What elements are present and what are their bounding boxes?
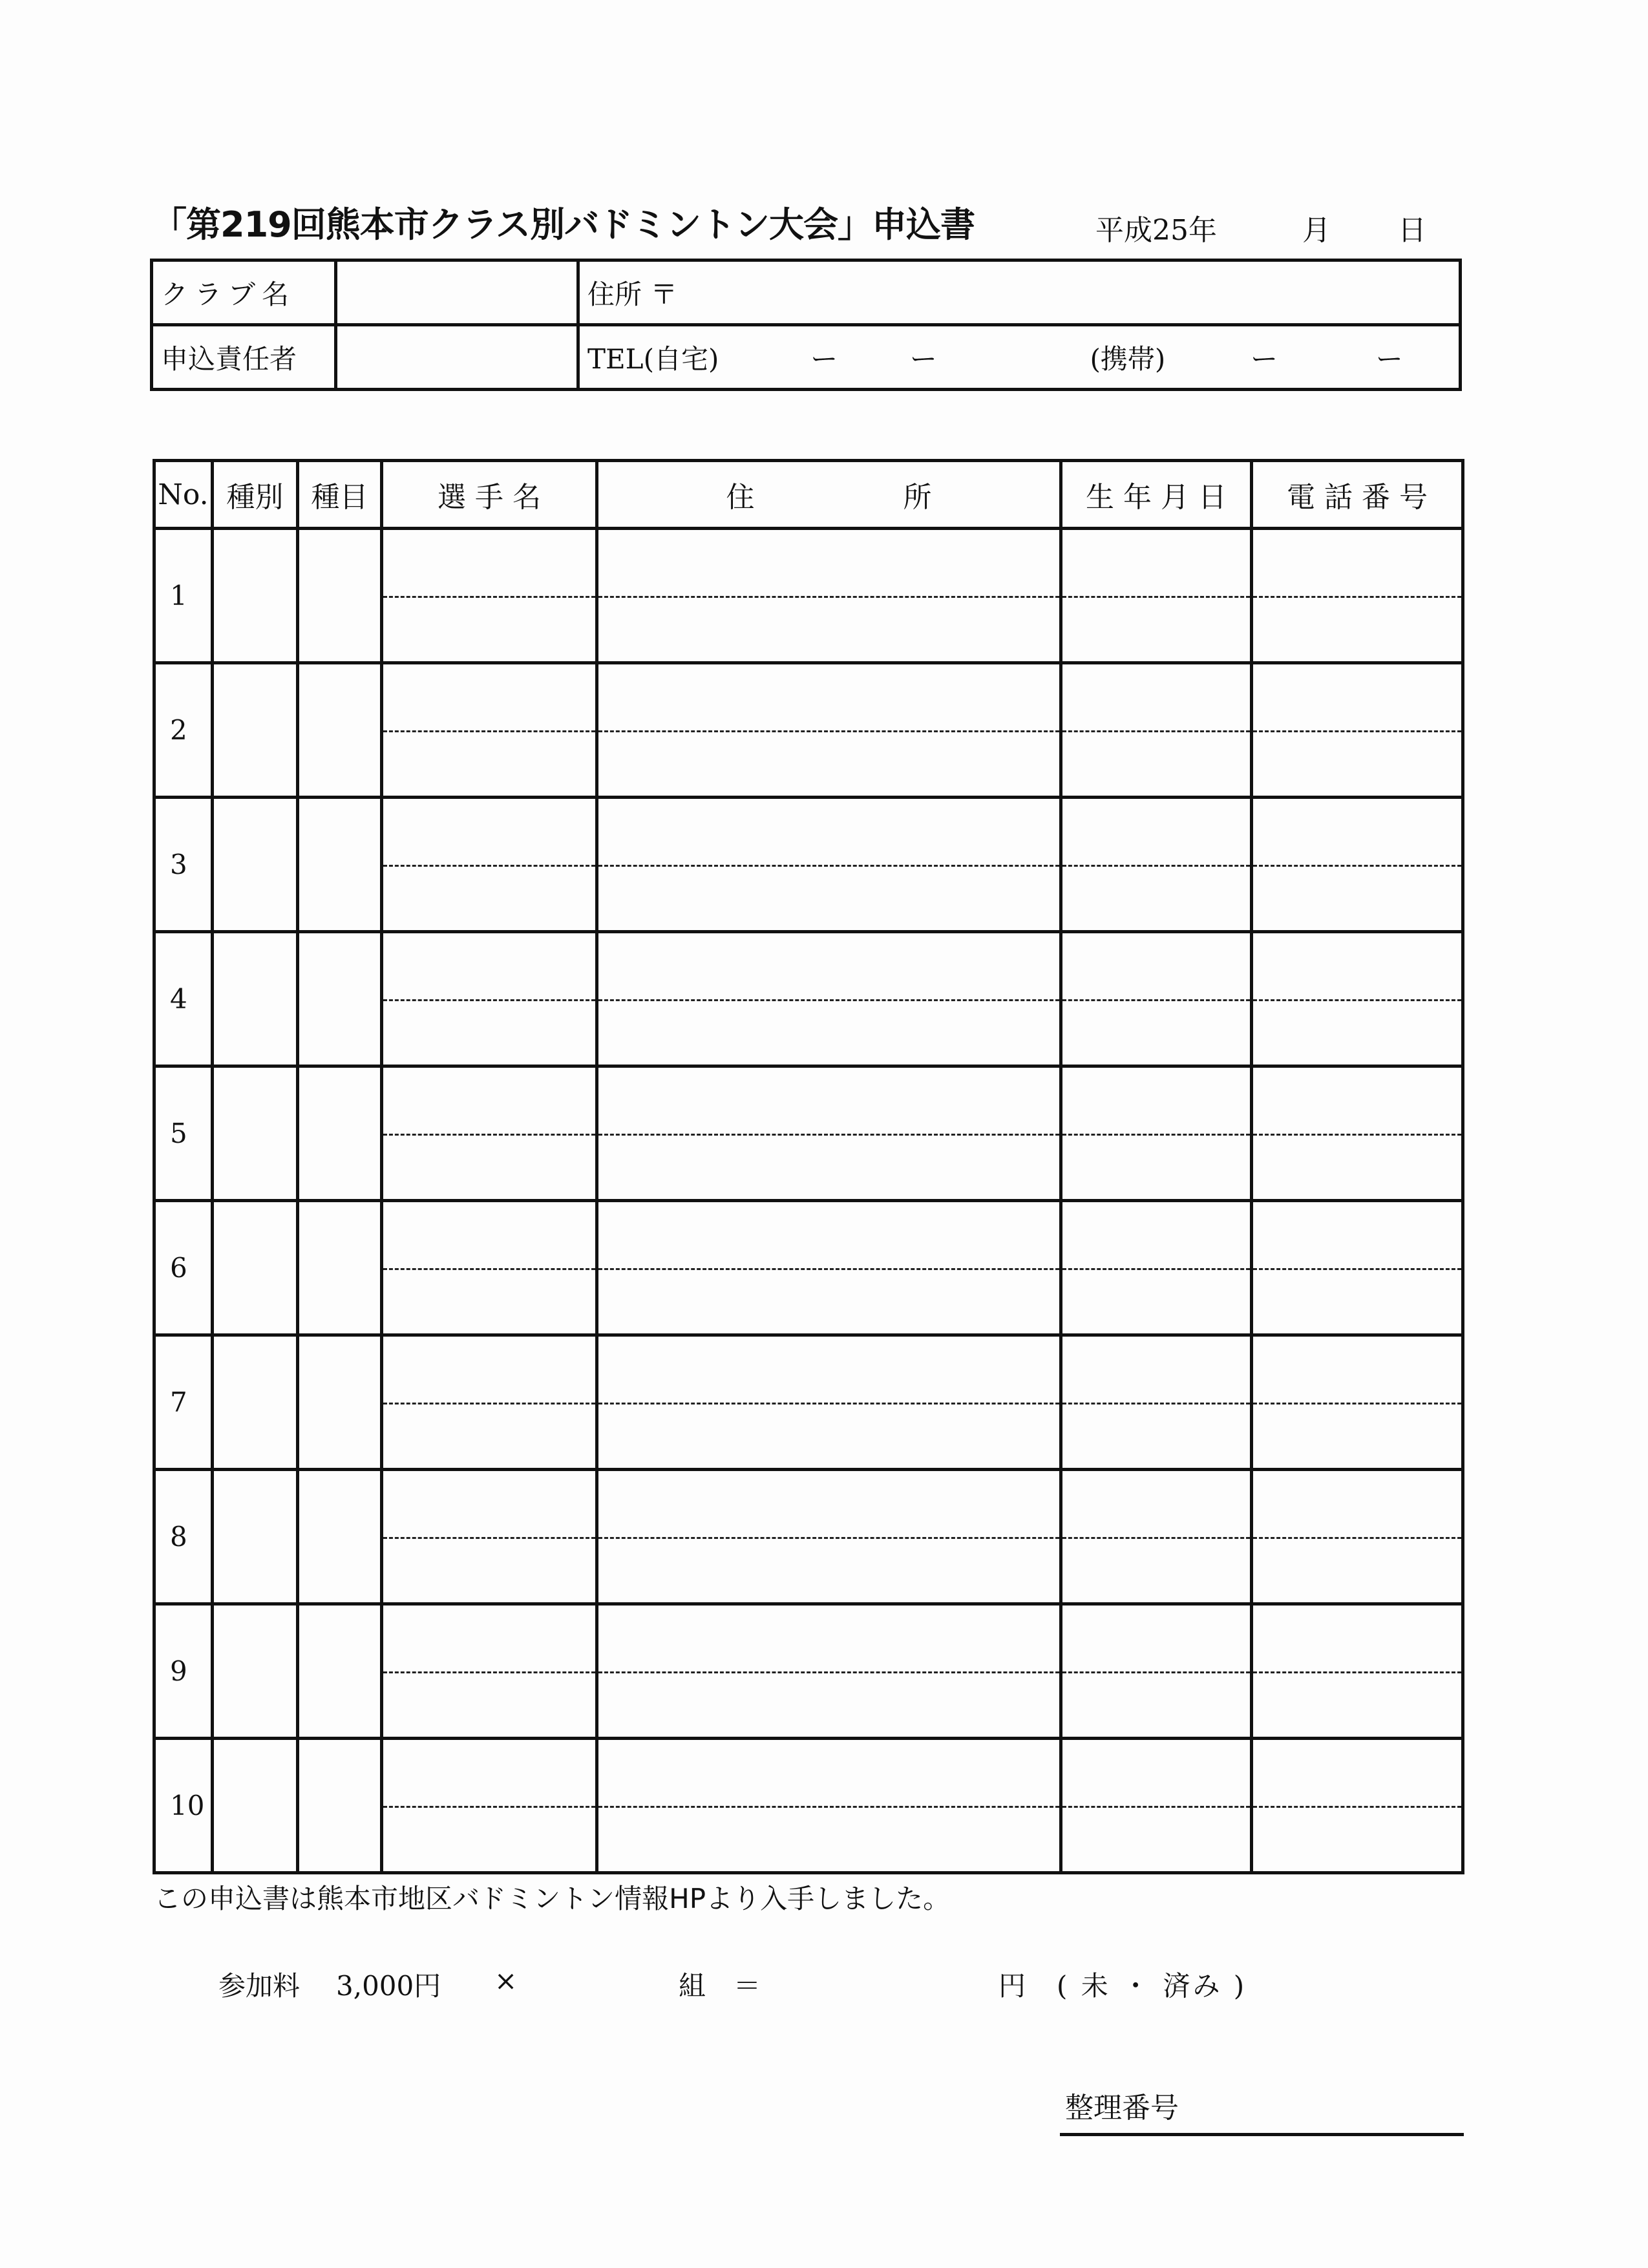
manager-label: 申込責任者 [152,325,336,390]
header-no: No. [154,461,213,529]
date-era: 平成25年 [1095,214,1217,247]
row-number: 5 [154,1066,213,1201]
row-number: 6 [154,1201,213,1335]
address-cell[interactable] [597,1201,1061,1335]
tel-home-label: TEL(自宅) [587,343,719,375]
source-note: この申込書は熊本市地区バドミントン情報HPより入手しました。 [154,1883,951,1914]
player-name-cell[interactable] [382,1739,597,1873]
address-cell[interactable] [597,1604,1061,1739]
dashed-divider [1062,1202,1250,1333]
birthdate-cell[interactable] [1061,1739,1252,1873]
player-name-cell[interactable] [382,1066,597,1201]
category-cell[interactable] [213,529,298,663]
dashed-divider [1062,530,1250,661]
payment-status: ( 未 ・ 済み ) [1057,1970,1247,2002]
event-cell[interactable] [298,1604,382,1739]
dashed-divider [598,1740,1059,1871]
address-cell[interactable] [597,1335,1061,1470]
form-title: 「第219回熊本市クラス別バドミントン大会」申込書 [152,204,975,245]
tel-mobile-dash-1: ー [1251,343,1278,375]
header-birthdate: 生 年 月 日 [1061,461,1252,529]
event-cell[interactable] [298,1201,382,1335]
address-cell[interactable] [597,1066,1061,1201]
phone-cell[interactable] [1252,1201,1463,1335]
dashed-divider [1253,799,1461,930]
tel-field[interactable] [578,325,1461,390]
player-name-cell[interactable] [382,1604,597,1739]
club-name-field[interactable] [336,260,578,325]
dashed-divider [598,1337,1059,1468]
dashed-divider [1062,1337,1250,1468]
dashed-divider [383,1337,595,1468]
dashed-divider [383,1068,595,1199]
date-month-label: 月 [1302,214,1331,247]
birthdate-cell[interactable] [1061,1604,1252,1739]
category-cell[interactable] [213,932,298,1066]
header-event: 種目 [298,461,382,529]
row-number: 2 [154,663,213,798]
category-cell[interactable] [213,798,298,932]
dashed-divider [1062,933,1250,1065]
header-address-b: 所 [903,481,932,514]
category-cell[interactable] [213,1604,298,1739]
dashed-divider [383,933,595,1065]
birthdate-cell[interactable] [1061,798,1252,932]
entry-row [154,1739,1463,1873]
dashed-divider [1062,1471,1250,1602]
birthdate-cell[interactable] [1061,932,1252,1066]
fee-group-label: 組 [679,1970,706,2002]
fee-amount: 3,000円 [336,1970,441,2002]
address-cell[interactable] [597,663,1061,798]
category-cell[interactable] [213,1739,298,1873]
dashed-divider [598,1202,1059,1333]
club-name-label: クラブ名 [152,260,336,325]
phone-cell[interactable] [1252,798,1463,932]
dashed-divider [383,799,595,930]
address-cell[interactable] [597,529,1061,663]
birthdate-cell[interactable] [1061,529,1252,663]
dashed-divider [383,1202,595,1333]
phone-cell[interactable] [1252,1470,1463,1604]
row-number: 1 [154,529,213,663]
entry-row [154,663,1463,798]
row-number: 7 [154,1335,213,1470]
header-category: 種別 [213,461,298,529]
player-name-cell[interactable] [382,798,597,932]
dashed-divider [1062,664,1250,796]
player-name-cell[interactable] [382,663,597,798]
category-cell[interactable] [213,1201,298,1335]
birthdate-cell[interactable] [1061,1470,1252,1604]
player-name-cell[interactable] [382,932,597,1066]
row-number: 3 [154,798,213,932]
dashed-divider [1062,1068,1250,1199]
entry-row [154,798,1463,932]
dashed-divider [598,1606,1059,1737]
category-cell[interactable] [213,1335,298,1470]
phone-cell[interactable] [1252,932,1463,1066]
birthdate-cell[interactable] [1061,1066,1252,1201]
header-address-a: 住 [726,481,755,514]
address-cell[interactable] [597,932,1061,1066]
birthdate-cell[interactable] [1061,663,1252,798]
header-phone: 電 話 番 号 [1252,461,1463,529]
event-cell[interactable] [298,1335,382,1470]
dashed-divider [1253,664,1461,796]
category-cell[interactable] [213,1066,298,1201]
tel-mobile-label: (携帯) [1090,343,1166,375]
phone-cell[interactable] [1252,1335,1463,1470]
dashed-divider [383,1740,595,1871]
event-cell[interactable] [298,529,382,663]
dashed-divider [1253,1740,1461,1871]
address-cell[interactable] [597,1739,1061,1873]
dashed-divider [1253,1202,1461,1333]
row-number: 10 [154,1739,213,1873]
category-cell[interactable] [213,1470,298,1604]
dashed-divider [598,933,1059,1065]
club-info-table [150,259,1462,391]
header-player-name: 選 手 名 [382,461,597,529]
dashed-divider [598,530,1059,661]
dashed-divider [383,1471,595,1602]
fee-yen-label: 円 [998,1970,1026,2002]
control-number-label: 整理番号 [1065,2092,1179,2125]
phone-cell[interactable] [1252,529,1463,663]
event-cell[interactable] [298,1739,382,1873]
club-address-field[interactable] [578,260,1461,325]
control-number-line[interactable] [1060,2133,1464,2136]
entry-row [154,1470,1463,1604]
entry-row [154,932,1463,1066]
dashed-divider [383,664,595,796]
player-entry-table [153,459,1464,1874]
entry-row [154,529,1463,663]
birthdate-cell[interactable] [1061,1335,1252,1470]
dashed-divider [1253,1606,1461,1737]
player-name-cell[interactable] [382,529,597,663]
dashed-divider [598,1471,1059,1602]
dashed-divider [1253,1337,1461,1468]
dashed-divider [1253,530,1461,661]
dashed-divider [1253,933,1461,1065]
tel-mobile-dash-2: ー [1375,343,1403,375]
fee-label: 参加料 [218,1970,301,2002]
entry-header-row [154,461,1463,529]
tel-home-dash-1: ー [810,343,838,375]
row-number: 4 [154,932,213,1066]
row-number: 8 [154,1470,213,1604]
event-cell[interactable] [298,1066,382,1201]
event-cell[interactable] [298,798,382,932]
dashed-divider [1253,1068,1461,1199]
entry-row [154,1066,1463,1201]
header-address [597,461,1061,529]
phone-cell[interactable] [1252,663,1463,798]
dashed-divider [383,1606,595,1737]
dashed-divider [1253,1471,1461,1602]
entry-row [154,1604,1463,1739]
manager-field[interactable] [336,325,578,390]
entry-row [154,1201,1463,1335]
address-cell[interactable] [597,798,1061,932]
event-cell[interactable] [298,932,382,1066]
dashed-divider [598,664,1059,796]
row-number: 9 [154,1604,213,1739]
date-day-label: 日 [1398,214,1426,247]
dashed-divider [598,1068,1059,1199]
dashed-divider [383,530,595,661]
phone-cell[interactable] [1252,1066,1463,1201]
dashed-divider [1062,1606,1250,1737]
player-name-cell[interactable] [382,1201,597,1335]
player-name-cell[interactable] [382,1470,597,1604]
fee-equals-sign: ＝ [734,1970,761,2002]
address-label: 住所 〒 [587,278,678,310]
event-cell[interactable] [298,1470,382,1604]
phone-cell[interactable] [1252,1604,1463,1739]
dashed-divider [1062,799,1250,930]
event-cell[interactable] [298,663,382,798]
fee-times-sign: × [494,1965,518,1997]
birthdate-cell[interactable] [1061,1201,1252,1335]
player-name-cell[interactable] [382,1335,597,1470]
category-cell[interactable] [213,663,298,798]
tel-home-dash-2: ー [909,343,937,375]
entry-row [154,1335,1463,1470]
phone-cell[interactable] [1252,1739,1463,1873]
dashed-divider [1062,1740,1250,1871]
address-cell[interactable] [597,1470,1061,1604]
dashed-divider [598,799,1059,930]
